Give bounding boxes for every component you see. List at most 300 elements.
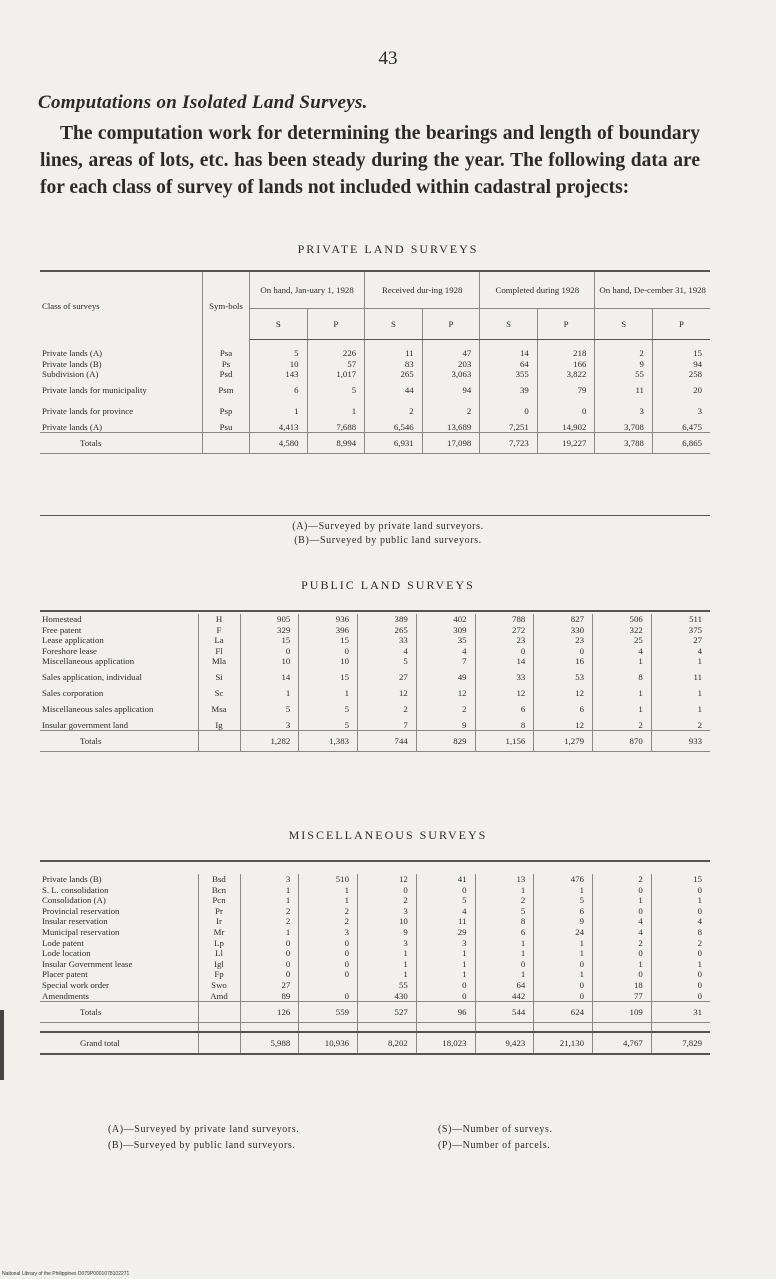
- cell: 402: [416, 614, 475, 625]
- cell: 13: [475, 874, 534, 885]
- footnote-s: (S)—Number of surveys.: [438, 1124, 553, 1135]
- cell: 1: [697, 656, 702, 667]
- total-cell: 1,282: [240, 731, 299, 752]
- table-row: [40, 969, 710, 980]
- total-cell: 96: [416, 1002, 475, 1023]
- cell: 12: [534, 688, 593, 699]
- cell: 0: [697, 884, 702, 895]
- grand-total-cell: 9,423: [475, 1032, 534, 1054]
- cell: 375: [688, 624, 702, 635]
- cell: 5: [416, 895, 475, 906]
- cell: 41: [416, 874, 475, 885]
- total-cell: 1,383: [299, 731, 358, 752]
- cell: 4: [416, 906, 475, 917]
- table-row: [40, 991, 710, 1002]
- cell: 1: [534, 969, 593, 980]
- table-bottom-rule: [40, 515, 710, 516]
- total-cell: 1,156: [475, 731, 534, 752]
- row-class: Lode patent: [40, 938, 198, 949]
- row-symbol: Psm: [203, 380, 250, 401]
- cell: 272: [475, 625, 534, 636]
- cell: 2: [593, 874, 652, 885]
- row-class: Provincial reservation: [40, 906, 198, 917]
- cell: 226: [307, 348, 365, 359]
- cell: 9: [534, 916, 593, 927]
- private-notes: [0, 520, 776, 548]
- cell: 1: [240, 885, 299, 896]
- cell: [299, 980, 358, 991]
- cell: 0: [299, 969, 358, 980]
- table-row: [40, 359, 710, 370]
- row-symbol: Ig: [198, 720, 240, 731]
- cell: 15: [299, 635, 358, 646]
- total-cell: 829: [416, 731, 475, 752]
- cell: 0: [697, 979, 702, 990]
- header-p: P: [652, 309, 710, 340]
- cell: 1: [299, 688, 358, 699]
- grand-total-cell: 21,130: [534, 1032, 593, 1054]
- header-s: S: [250, 309, 308, 340]
- cell: 10: [358, 916, 417, 927]
- cell: 5: [307, 380, 365, 401]
- row-symbol: Psa: [203, 348, 250, 359]
- public-table-title: PUBLIC LAND SURVEYS: [301, 578, 475, 592]
- row-symbol: Sc: [198, 688, 240, 699]
- cell: 511: [689, 614, 702, 624]
- cell: 1: [593, 656, 652, 667]
- cell: 3: [240, 874, 299, 885]
- header-class-of-surveys: Class of surveys: [40, 271, 203, 340]
- cell: 0: [240, 646, 299, 657]
- cell: 47: [422, 348, 480, 359]
- cell: 258: [688, 369, 702, 380]
- cell: 20: [693, 385, 702, 396]
- row-symbol: Bcn: [198, 885, 240, 896]
- cell: 1: [416, 969, 475, 980]
- table-row: [40, 948, 710, 959]
- cell: 0: [534, 959, 593, 970]
- grand-total-row: [40, 1032, 710, 1054]
- row-class: Private lands for province: [40, 401, 203, 422]
- cell: 2: [358, 895, 417, 906]
- cell: 1: [416, 948, 475, 959]
- cell: 9: [416, 720, 475, 731]
- table-row: [40, 667, 710, 688]
- row-symbol: Si: [198, 667, 240, 688]
- cell: 2: [422, 401, 480, 422]
- cell: 55: [595, 369, 653, 380]
- total-cell: 8,994: [307, 433, 365, 454]
- row-symbol: Lp: [198, 938, 240, 949]
- cell: 12: [358, 688, 417, 699]
- footnote-b: (B)—Surveyed by public land surveyors.: [108, 1140, 296, 1151]
- cell: 0: [697, 969, 702, 980]
- misc-table-title: MISCELLANEOUS SURVEYS: [288, 828, 488, 842]
- row-symbol: Mr: [198, 927, 240, 938]
- cell: 322: [593, 625, 652, 636]
- total-cell: 126: [240, 1002, 299, 1023]
- cell: 1: [358, 969, 417, 980]
- row-symbol: Ll: [198, 948, 240, 959]
- table-row: [40, 927, 710, 938]
- totals-label: Totals: [40, 731, 198, 752]
- cell: 14: [480, 348, 538, 359]
- cell: 94: [422, 380, 480, 401]
- footnotes: [108, 1122, 728, 1154]
- cell: 905: [240, 614, 299, 625]
- row-symbol: Amd: [198, 991, 240, 1002]
- cell: 1: [307, 401, 365, 422]
- cell: 0: [416, 980, 475, 991]
- cell: 1: [299, 895, 358, 906]
- cell: 0: [240, 938, 299, 949]
- cell: 6: [534, 906, 593, 917]
- cell: 3: [299, 927, 358, 938]
- cell: 1,017: [307, 369, 365, 380]
- cell: 44: [365, 380, 423, 401]
- cell: 166: [537, 359, 595, 370]
- cell: 12: [475, 688, 534, 699]
- cell: 143: [250, 369, 308, 380]
- public-land-surveys-table: [40, 614, 710, 752]
- row-class: Private lands (A): [40, 422, 203, 433]
- cell: 10: [299, 656, 358, 667]
- cell: 0: [240, 959, 299, 970]
- library-credit: National Library of the Philippines D079P0001078102271: [2, 1271, 130, 1277]
- cell: 1: [250, 401, 308, 422]
- grand-total-cell: 10,936: [299, 1032, 358, 1054]
- cell: 6,546: [365, 422, 423, 433]
- cell: 5: [250, 348, 308, 359]
- total-cell: 19,227: [537, 433, 595, 454]
- cell: 33: [358, 635, 417, 646]
- cell: 9: [595, 359, 653, 370]
- private-land-surveys-table: [40, 270, 710, 454]
- cell: 330: [534, 625, 593, 636]
- cell: 11: [416, 916, 475, 927]
- row-symbol: Mla: [198, 656, 240, 667]
- grand-total-label: Grand total: [40, 1032, 198, 1054]
- cell: 79: [537, 380, 595, 401]
- table-row: [40, 980, 710, 991]
- table-row: [40, 720, 710, 731]
- row-class: Lease application: [40, 635, 198, 646]
- cell: 0: [697, 990, 702, 1001]
- cell: 11: [595, 380, 653, 401]
- cell: 3,063: [422, 369, 480, 380]
- total-cell: 527: [358, 1002, 417, 1023]
- cell: 788: [475, 614, 534, 625]
- cell: 7,688: [307, 422, 365, 433]
- cell: 442: [475, 991, 534, 1002]
- cell: 1: [475, 969, 534, 980]
- cell: 6: [534, 699, 593, 720]
- row-class: Amendments: [40, 991, 198, 1002]
- cell: 0: [593, 885, 652, 896]
- table-top-rule: [40, 610, 710, 612]
- cell: 27: [240, 980, 299, 991]
- footnote-a: (A)—Surveyed by private land surveyors.: [108, 1124, 300, 1135]
- cell: 15: [693, 874, 702, 884]
- cell: 1: [475, 948, 534, 959]
- cell: 0: [416, 885, 475, 896]
- total-cell: 559: [299, 1002, 358, 1023]
- cell: 5: [240, 699, 299, 720]
- cell: 3: [595, 401, 653, 422]
- note-b: (B)—Surveyed by public land surveyors.: [294, 535, 482, 546]
- cell: 53: [534, 667, 593, 688]
- table-row: [40, 874, 710, 885]
- table-row: [40, 959, 710, 970]
- cell: 1: [534, 938, 593, 949]
- cell: 8: [697, 926, 702, 937]
- grand-total-cell: 8,202: [358, 1032, 417, 1054]
- misc-table-body: [40, 874, 710, 1054]
- cell: 0: [593, 906, 652, 917]
- cell: 14,902: [537, 422, 595, 433]
- total-cell: 744: [358, 731, 417, 752]
- cell: 0: [593, 948, 652, 959]
- header-completed: Completed during 1928: [480, 271, 595, 309]
- cell: 1: [475, 885, 534, 896]
- row-class: Special work order: [40, 980, 198, 991]
- cell: 6: [475, 927, 534, 938]
- row-symbol: Fp: [198, 969, 240, 980]
- cell: 5: [358, 656, 417, 667]
- row-symbol: Bsd: [198, 874, 240, 885]
- cell: 33: [475, 667, 534, 688]
- cell: 0: [475, 646, 534, 657]
- cell: 0: [537, 401, 595, 422]
- total-cell: 933: [651, 731, 710, 752]
- table-row: [40, 646, 710, 657]
- row-class: Sales corporation: [40, 688, 198, 699]
- table-row: [40, 699, 710, 720]
- cell: 10: [250, 359, 308, 370]
- cell: 430: [358, 991, 417, 1002]
- cell: 18: [593, 980, 652, 991]
- cell: 4: [697, 916, 702, 927]
- cell: 4: [593, 927, 652, 938]
- cell: 2: [697, 937, 702, 948]
- table-row: [40, 380, 710, 401]
- cell: 1: [697, 895, 702, 906]
- row-symbol: Pcn: [198, 895, 240, 906]
- private-table-body: [40, 340, 710, 454]
- cell: 218: [537, 348, 595, 359]
- cell: 2: [358, 699, 417, 720]
- header-s: S: [595, 309, 653, 340]
- cell: 3: [416, 938, 475, 949]
- cell: 0: [593, 969, 652, 980]
- cell: 14: [240, 667, 299, 688]
- table-row: [40, 348, 710, 359]
- table-row: [40, 906, 710, 917]
- row-class: Insular Government lease: [40, 959, 198, 970]
- cell: 5: [475, 906, 534, 917]
- row-symbol: Pr: [198, 906, 240, 917]
- totals-label: Totals: [40, 1002, 198, 1023]
- header-p: P: [537, 309, 595, 340]
- cell: 14: [475, 656, 534, 667]
- cell: 11: [693, 672, 702, 683]
- cell: 7: [358, 720, 417, 731]
- cell: 3: [240, 720, 299, 731]
- cell: 4,413: [250, 422, 308, 433]
- row-class: Free patent: [40, 625, 198, 636]
- cell: 12: [416, 688, 475, 699]
- intro-paragraph: The computation work for determining the bearings and length of boundary lines, areas of lots, etc. has been steady during the year. The following data are for each class of survey of lands not included within cadastral projects:: [40, 123, 700, 198]
- row-class: Municipal reservation: [40, 927, 198, 938]
- table-row: [40, 688, 710, 699]
- cell: 7,251: [480, 422, 538, 433]
- cell: 4: [358, 646, 417, 657]
- total-cell: 6,931: [365, 433, 423, 454]
- table-top-rule: [40, 860, 710, 862]
- total-cell: 17,098: [422, 433, 480, 454]
- row-class: Private lands for municipality: [40, 380, 203, 401]
- grand-total-cell: 4,767: [593, 1032, 652, 1054]
- cell: 827: [534, 614, 593, 625]
- cell: 13,689: [422, 422, 480, 433]
- cell: 0: [416, 991, 475, 1002]
- cell: 0: [358, 885, 417, 896]
- row-symbol: Psd: [203, 369, 250, 380]
- cell: 389: [358, 614, 417, 625]
- cell: 2: [475, 895, 534, 906]
- cell: 6: [475, 699, 534, 720]
- cell: 506: [593, 614, 652, 625]
- margin-mark: [0, 1010, 4, 1080]
- header-on-hand-jan: On hand, Jan-uary 1, 1928: [250, 271, 365, 309]
- cell: 265: [358, 625, 417, 636]
- row-symbol: Ir: [198, 916, 240, 927]
- header-s: S: [365, 309, 423, 340]
- cell: 5: [299, 720, 358, 731]
- cell: 1: [240, 688, 299, 699]
- row-symbol: La: [198, 635, 240, 646]
- cell: 12: [358, 874, 417, 885]
- grand-total-cell: 18,023: [416, 1032, 475, 1054]
- cell: 35: [416, 635, 475, 646]
- cell: 0: [299, 948, 358, 959]
- cell: 3: [358, 938, 417, 949]
- cell: 0: [299, 646, 358, 657]
- cell: 1: [416, 959, 475, 970]
- row-symbol: H: [198, 614, 240, 625]
- cell: 329: [240, 625, 299, 636]
- cell: 64: [480, 359, 538, 370]
- cell: 1: [240, 895, 299, 906]
- row-class: Consolidation (A): [40, 895, 198, 906]
- row-class: Sales application, individual: [40, 667, 198, 688]
- cell: 0: [697, 948, 702, 959]
- cell: 29: [416, 927, 475, 938]
- row-class: Miscellaneous sales application: [40, 699, 198, 720]
- cell: 265: [365, 369, 423, 380]
- cell: 15: [299, 667, 358, 688]
- cell: 8: [593, 667, 652, 688]
- private-table-title: PRIVATE LAND SURVEYS: [297, 242, 479, 256]
- cell: 7: [416, 656, 475, 667]
- cell: 1: [593, 959, 652, 970]
- cell: 2: [697, 719, 702, 730]
- cell: 4: [593, 646, 652, 657]
- cell: 1: [593, 688, 652, 699]
- grand-total-cell: 5,988: [240, 1032, 299, 1054]
- section-heading: Computations on Isolated Land Surveys.: [38, 92, 368, 113]
- table-row: [40, 938, 710, 949]
- total-cell: 4,580: [250, 433, 308, 454]
- cell: 0: [299, 938, 358, 949]
- row-class: Private lands (B): [40, 359, 203, 370]
- row-class: Foreshore lease: [40, 646, 198, 657]
- cell: 11: [365, 348, 423, 359]
- row-symbol: Fl: [198, 646, 240, 657]
- header-s: S: [480, 309, 538, 340]
- cell: 89: [240, 991, 299, 1002]
- totals-label: Totals: [40, 433, 203, 454]
- cell: 1: [299, 885, 358, 896]
- cell: 8: [475, 720, 534, 731]
- total-cell: 6,865: [652, 433, 710, 454]
- grand-total-cell: 7,829: [651, 1032, 710, 1054]
- total-cell: 31: [651, 1002, 710, 1023]
- cell: 0: [240, 969, 299, 980]
- header-p: P: [422, 309, 480, 340]
- totals-row: [40, 731, 710, 752]
- table-row: [40, 369, 710, 380]
- row-class: Private lands (A): [40, 348, 203, 359]
- cell: 23: [534, 635, 593, 646]
- table-row: [40, 635, 710, 646]
- cell: 0: [240, 948, 299, 959]
- cell: 1: [534, 885, 593, 896]
- row-class: Insular government land: [40, 720, 198, 731]
- row-class: Private lands (B): [40, 874, 198, 885]
- cell: 5: [299, 699, 358, 720]
- cell: 6,475: [682, 421, 702, 432]
- cell: 0: [697, 905, 702, 916]
- header-symbols: Sym-bols: [203, 271, 250, 340]
- row-class: S. L. consolidation: [40, 885, 198, 896]
- cell: 9: [358, 927, 417, 938]
- table-row: [40, 895, 710, 906]
- cell: 309: [416, 625, 475, 636]
- footnote-p: (P)—Number of parcels.: [438, 1140, 551, 1151]
- total-cell: 109: [593, 1002, 652, 1023]
- cell: 0: [534, 991, 593, 1002]
- cell: 3: [358, 906, 417, 917]
- cell: 2: [299, 906, 358, 917]
- total-cell: 544: [475, 1002, 534, 1023]
- row-class: Insular reservation: [40, 916, 198, 927]
- table-row: [40, 625, 710, 636]
- cell: 6: [250, 380, 308, 401]
- table-row: [40, 656, 710, 667]
- cell: 3,822: [537, 369, 595, 380]
- cell: 1: [593, 699, 652, 720]
- row-class: Miscellaneous application: [40, 656, 198, 667]
- row-symbol: Ps: [203, 359, 250, 370]
- total-cell: 624: [534, 1002, 593, 1023]
- header-p: P: [307, 309, 365, 340]
- note-a: (A)—Surveyed by private land surveyors.: [292, 521, 484, 532]
- header-received: Received dur-ing 1928: [365, 271, 480, 309]
- cell: 0: [299, 991, 358, 1002]
- total-cell: 7,723: [480, 433, 538, 454]
- cell: 1: [534, 948, 593, 959]
